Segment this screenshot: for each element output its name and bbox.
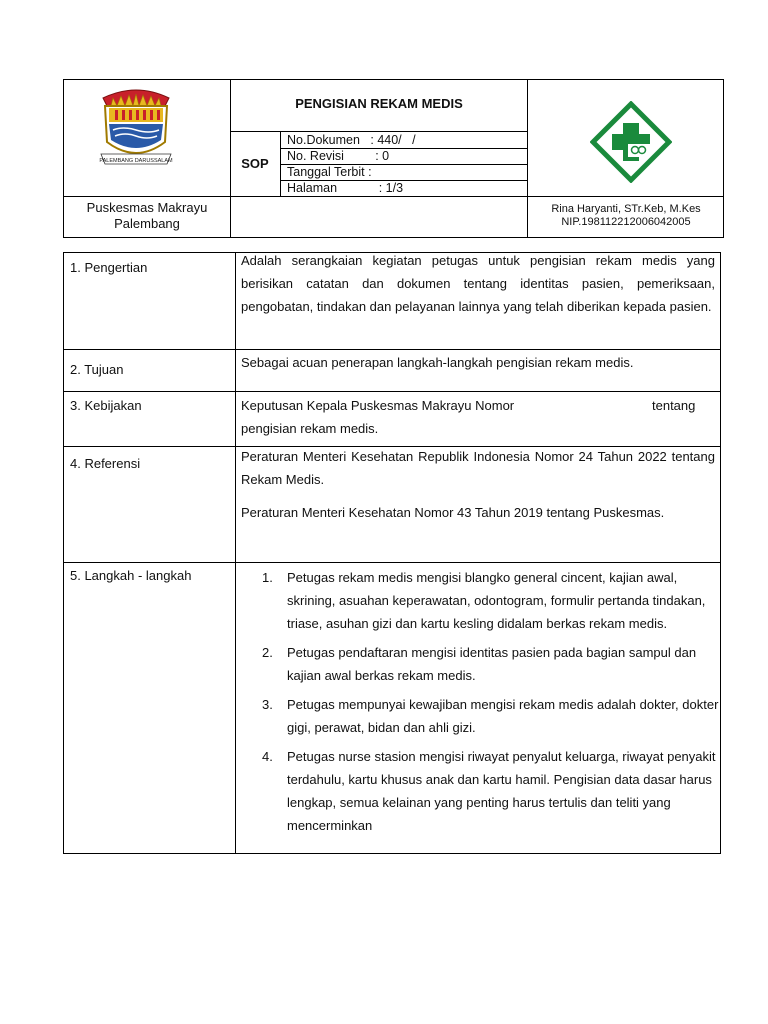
label-tujuan: 2. Tujuan — [70, 362, 124, 377]
body-border-left — [63, 252, 64, 854]
text-pengertian: Adalah serangkaian kegiatan petugas untuk pengisian rekam medis yang berisikan catatan dan dokumen tentang identitas pasien, pemeriksaan, pengobatan, tindakan dan pelayanan lainnya yang telah diberikan kepada pasien. — [241, 253, 715, 314]
text-kebijakan-part2: tentang — [652, 398, 696, 413]
body-row-line-1 — [63, 349, 721, 350]
meta-label: No. Revisi — [287, 149, 344, 163]
step-item — [262, 693, 722, 739]
meta-row-halaman — [287, 181, 403, 195]
step-text: Petugas mempunyai kewajiban mengisi rekam medis adalah dokter, dokter gigi, perawat, bidan dan ahli gizi. — [287, 697, 719, 735]
step-item — [262, 745, 722, 837]
step-number: 1. — [262, 570, 273, 585]
signatory-nip: NIP.198112212006042005 — [561, 216, 691, 228]
puskesmas-logo — [590, 101, 672, 183]
text-tujuan: Sebagai acuan penerapan langkah-langkah pengisian rekam medis. — [241, 355, 634, 370]
organization-name — [64, 200, 230, 232]
steps-list — [262, 566, 722, 843]
palembang-city-logo — [93, 84, 179, 176]
step-text: Petugas nurse stasion mengisi riwayat penyalut keluarga, riwayat penyakit terdahulu, kartu khusus anak dan kartu hamil. Pengisian data dasar harus lengkap, semua kelainan yang penting harus tertulis dan teliti yang mencerminkan — [287, 749, 716, 833]
logo-banner-text: PALEMBANG DARUSSALAM — [99, 158, 173, 164]
text-referensi-2: Peraturan Menteri Kesehatan Nomor 43 Tahun 2019 tentang Puskesmas. — [241, 505, 665, 520]
header-org-divider — [63, 196, 724, 197]
label-kebijakan: 3. Kebijakan — [70, 398, 142, 413]
step-number: 2. — [262, 645, 273, 660]
meta-row-no-dokumen — [287, 133, 416, 147]
body-row-line-2 — [63, 391, 721, 392]
sop-label: SOP — [241, 156, 269, 171]
header-title-divider — [230, 131, 527, 132]
meta-value: : 1/3 — [378, 181, 404, 195]
text-kebijakan-part1: Keputusan Kepala Puskesmas Makrayu Nomor — [241, 398, 515, 413]
step-number: 3. — [262, 697, 273, 712]
meta-value: : — [368, 165, 372, 179]
text-kebijakan-line2: pengisian rekam medis. — [241, 421, 379, 436]
body-column-divider — [235, 252, 236, 854]
meta-row-no-revisi — [287, 149, 389, 163]
body-row-line-4 — [63, 562, 721, 563]
step-item — [262, 566, 722, 635]
document-title: PENGISIAN REKAM MEDIS — [295, 96, 463, 111]
step-text: Petugas pendaftaran mengisi identitas pasien pada bagian sampul dan kajian awal berkas rekam medis. — [287, 645, 697, 683]
step-text: Petugas rekam medis mengisi blangko general cincent, kajian awal, skrining, asuahan keperawatan, odontogram, formulir pertanda tindakan, triase, asuhan gizi dan kartu kesling didalam berkas rekam medis. — [287, 570, 706, 631]
meta-row-tanggal-terbit — [287, 165, 372, 179]
step-item — [262, 641, 722, 687]
label-referensi: 4. Referensi — [70, 456, 141, 471]
meta-value: : 0 — [375, 149, 390, 163]
header-border-bottom — [63, 237, 724, 238]
step-number: 4. — [262, 749, 273, 764]
meta-label: Halaman — [287, 181, 338, 195]
signatory-name: Rina Haryanti, STr.Keb, M.Kes — [551, 203, 701, 215]
text-referensi-1: Peraturan Menteri Kesehatan Republik Indonesia Nomor 24 Tahun 2022 tentang Rekam Medis. — [241, 449, 715, 487]
page-bottom-area — [236, 854, 768, 1024]
org-line-2: Palembang — [114, 216, 180, 231]
meta-label: Tanggal Terbit — [287, 165, 365, 179]
meta-label: No.Dokumen — [287, 133, 360, 147]
label-langkah: 5. Langkah - langkah — [70, 568, 192, 583]
signatory — [528, 203, 724, 229]
header-border-top — [63, 79, 724, 80]
meta-value: : 440/ / — [370, 133, 416, 147]
label-pengertian: 1. Pengertian — [70, 260, 148, 275]
org-line-1: Puskesmas Makrayu — [86, 200, 208, 215]
